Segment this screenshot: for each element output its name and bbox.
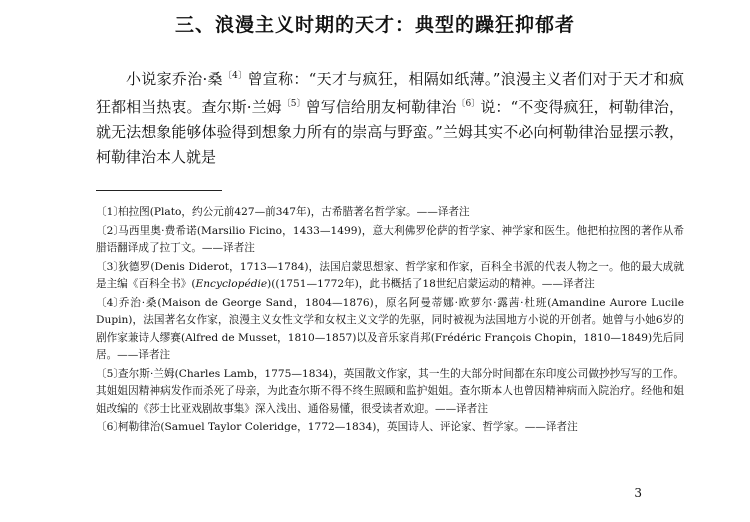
footnote-number: 〔5〕 xyxy=(96,367,124,380)
para-text-1: 小说家乔治·桑 xyxy=(126,70,223,88)
footnote-text: 查尔斯·兰姆(Charles Lamb，1775—1834)，英国散文作家，其一生的大部分时间都在东印度公司做抄抄写写的工作。其姐姐因精神病发作而杀死了母亲，为此查尔斯不得不终生照顾和监护姐姐。查尔斯本人也曾因精神病而入院治疗。经他和姐姐改编的《莎士比亚戏剧故事集》深入浅出、通俗易懂，很受读者欢迎。——译者注 xyxy=(96,367,684,415)
footnote-text: 狄德罗(Denis Diderot，1713—1784)，法国启蒙思想家、哲学家和作家，百科全书派的代表人物之一。他的最大成就是主编《百科全书》( xyxy=(96,260,684,290)
footnote-1 xyxy=(96,204,684,222)
footnote-text-cont: )((1751—1772年)，此书概括了18世纪启蒙运动的精神。——译者注 xyxy=(267,278,595,290)
footnote-2 xyxy=(96,223,684,258)
footnotes xyxy=(96,204,684,438)
footnote-text: 乔治·桑(Maison de George Sand，1804—1876)，原名阿曼蒂娜·欧萝尔·露茜·杜班(Amandine Aurore Lucile Dupin)，法国著名女作家，浪漫主义女性文学和女权主义文学的先驱，同时被视为法国地方小说的开创者。她曾与小她6岁的剧作家兼诗人缪赛(Alfred de Musset，1810—1857)以及音乐家肖邦(Frédéric François Chopin，1810—1849)先后同居。——译者注 xyxy=(96,296,684,361)
footnote-4 xyxy=(96,295,684,365)
footnote-text: 马西里奥·费希诺(Marsilio Ficino，1433—1499)，意大利佛罗伦萨的哲学家、神学家和医生。他把柏拉图的著作从希腊语翻译成了拉丁文。——译者注 xyxy=(96,224,684,254)
para-text-3: 曾写信给朋友柯勒律治 xyxy=(305,98,457,116)
footnote-number: 〔3〕 xyxy=(96,260,124,273)
page-number: 3 xyxy=(634,486,642,500)
footnote-ref-5: 〔5〕 xyxy=(281,99,306,109)
footnote-italic-title: Encyclopédie xyxy=(195,278,268,290)
footnote-separator xyxy=(96,190,222,191)
para-text-4: 说：“不变得疯狂，柯勒律治，就无法想象能够体验得到想象力所有的崇高与野蛮。”兰姆其实不必向柯勒律治显摆示教，柯勒律治本人就是 xyxy=(96,98,684,166)
body-paragraph xyxy=(96,64,684,170)
footnote-number: 〔6〕 xyxy=(96,421,124,433)
footnote-number: 〔2〕 xyxy=(96,224,124,237)
para-text-2: 曾宣称：“天才与疯狂，相隔如纸薄。”浪漫主义者们对于天才和疯狂都相当热衷。查尔斯·兰姆 xyxy=(96,70,684,116)
body-text xyxy=(96,64,684,170)
footnote-3 xyxy=(96,259,684,294)
footnote-ref-4: 〔4〕 xyxy=(222,71,248,81)
footnote-text: 柏拉图(Plato，约公元前427—前347年)，古希腊著名哲学家。——译者注 xyxy=(118,206,470,218)
footnote-ref-6: 〔6〕 xyxy=(456,99,481,109)
footnote-text: 柯勒律治(Samuel Taylor Coleridge，1772—1834)，英国诗人、评论家、哲学家。——译者注 xyxy=(118,421,578,433)
section-heading: 三、浪漫主义时期的天才：典型的躁狂抑郁者 xyxy=(174,14,575,36)
footnote-6 xyxy=(96,419,684,437)
footnote-number: 〔4〕 xyxy=(96,296,124,309)
footnote-number: 〔1〕 xyxy=(96,206,124,218)
footnote-5 xyxy=(96,366,684,419)
